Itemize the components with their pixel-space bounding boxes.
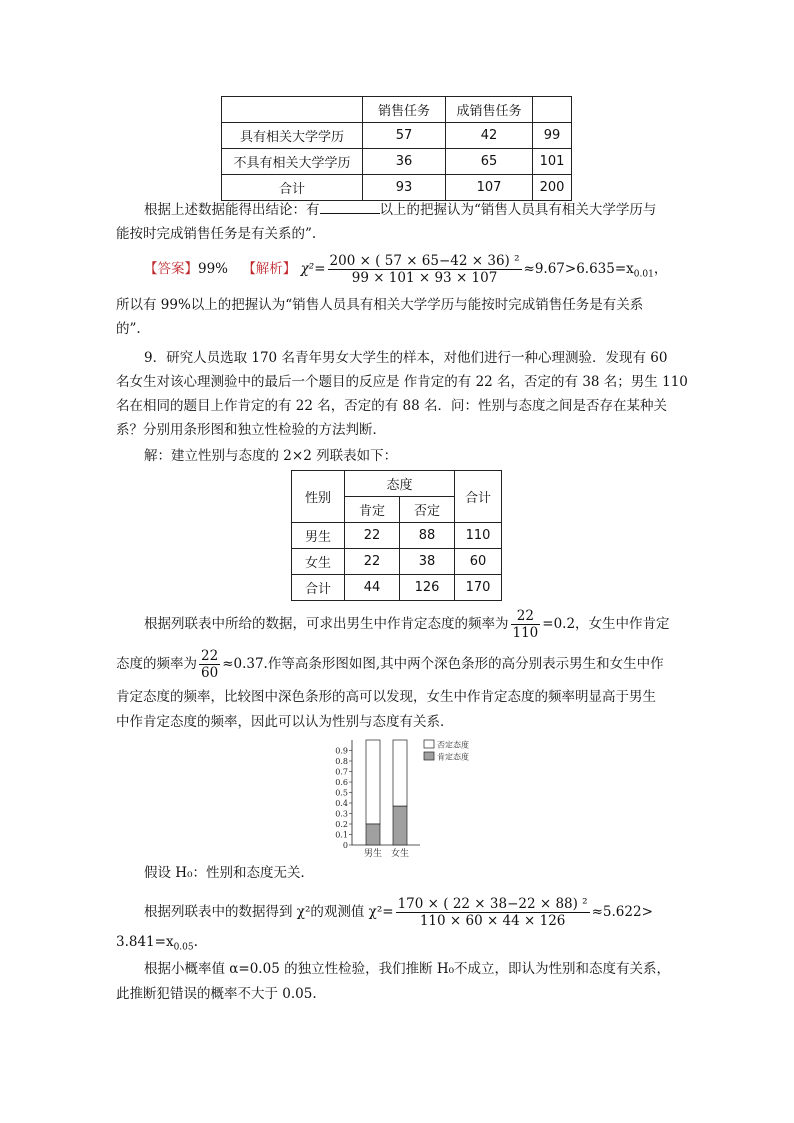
fraction-numerator: 200 × ( 57 × 65−42 × 36) ²	[329, 253, 520, 269]
conclusion-line: 根据小概率值 α=0.05 的独立性检验，我们推断 H₀不成立，即认为性别和态度有关系，	[144, 961, 671, 977]
table-cell: 42	[446, 123, 533, 149]
answer-blank	[320, 199, 380, 214]
table-cell: 36	[363, 149, 446, 175]
table-cell: 合计	[292, 575, 345, 601]
table-cell: 44	[345, 575, 400, 601]
conclusion-line-2: 此推断犯错误的概率不大于 0.05.	[116, 986, 317, 1002]
y-tick-label: 0.7	[335, 767, 348, 777]
table-row	[222, 149, 572, 175]
question-9-line: 9．研究人员选取 170 名青年男女大学生的样本，对他们进行一种心理测验．发现有 60	[144, 350, 668, 366]
text: ≈0.37.作等高条形图如图,其中两个深色条形的高分别表示男生和女生中作	[222, 656, 664, 672]
text: 3.841=x	[116, 934, 174, 950]
answer-line-2: 所以有 99%以上的把握认为“销售人员具有相关大学学历与能按时完成销售任务是有关系	[116, 297, 644, 313]
table-row	[222, 123, 572, 149]
table-row	[292, 575, 502, 601]
text: 以上的把握认为“销售人员具有相关大学学历与	[379, 202, 657, 218]
paragraph-conclusion	[144, 199, 656, 221]
table-cell: 女生	[292, 549, 345, 575]
fraction-numerator: 22	[511, 608, 541, 625]
answer-line-3: 的”.	[116, 321, 141, 337]
fraction-denominator: 110	[512, 625, 539, 641]
table-row	[292, 549, 502, 575]
table-header-cell	[533, 97, 572, 123]
answer-tag: 【答案】	[144, 261, 198, 277]
y-tick-label: 0.8	[335, 757, 348, 766]
bar-negative	[366, 740, 380, 824]
paragraph-frequency-4: 中作肯定态度的频率，因此可以认为性别与态度有关系．	[116, 714, 454, 730]
table-header-cell: 态度	[345, 471, 455, 497]
table-cell: 具有相关大学学历	[222, 123, 363, 149]
table-header-cell	[222, 97, 363, 123]
text: 根据上述数据能得出结论：有	[144, 202, 320, 218]
answer-value: 99%	[198, 261, 229, 277]
chi-square-symbol: χ²=	[300, 261, 326, 277]
fraction-denominator: 99 × 101 × 93 × 107	[351, 270, 498, 286]
table-cell: 99	[533, 123, 572, 149]
x-tick-label: 男生	[363, 849, 383, 859]
table-cell: 65	[446, 149, 533, 175]
y-tick-label: 0.9	[335, 746, 348, 756]
bar-negative	[393, 740, 407, 806]
table-contingency	[291, 470, 502, 601]
y-tick-label: 0.6	[335, 778, 348, 787]
question-9-line: 系？分别用条形图和独立性检验的方法判断．	[116, 422, 386, 438]
table-header-cell: 性别	[292, 471, 345, 523]
paragraph-frequency-3: 肯定态度的频率，比较图中深色条形的高可以发现，女生中作肯定态度的频率明显高于男生	[116, 689, 656, 705]
paragraph-frequency	[144, 606, 670, 642]
table-cell: 200	[533, 175, 572, 201]
y-tick-label: 0.1	[335, 830, 348, 840]
table-cell: 170	[455, 575, 502, 601]
y-tick-label: 0.3	[335, 809, 348, 819]
y-tick-label: 0	[342, 841, 348, 850]
bar-positive	[393, 806, 407, 845]
fraction-denominator: 110 × 60 × 44 × 126	[419, 913, 566, 929]
text: ≈9.67>6.635=x	[523, 261, 634, 277]
text: =0.2，女生中作肯定	[542, 616, 670, 632]
fraction-denominator: 60	[201, 665, 219, 681]
fraction-numerator: 22	[201, 648, 219, 664]
table-cell: 38	[400, 549, 455, 575]
table-cell: 110	[455, 523, 502, 549]
paragraph-conclusion-cont: 能按时完成销售任务是有关系的”.	[116, 226, 317, 242]
chi-square-line	[144, 890, 653, 934]
stacked-bar-chart	[330, 735, 490, 860]
text: ≈5.622>	[591, 904, 653, 920]
legend-label: 肯定态度	[437, 752, 469, 762]
table-header-cell: 肯定	[345, 497, 400, 523]
solution-intro: 解：建立性别与态度的 2×2 列联表如下：	[144, 448, 398, 464]
subscript: 0.01	[633, 269, 654, 280]
paragraph-frequency-2	[116, 646, 664, 682]
hypothesis: 假设 H₀：性别和态度无关．	[144, 865, 314, 881]
fraction	[199, 648, 220, 681]
y-tick-label: 0.5	[335, 788, 348, 798]
analysis-tag: 【解析】	[242, 261, 297, 277]
table-cell: 93	[363, 175, 446, 201]
y-tick-label: 0.2	[335, 820, 348, 829]
table-sales	[221, 96, 572, 201]
subscript: 0.05	[173, 942, 194, 953]
question-9-line: 名女生对该心理测验中的最后一个题目的反应是 作肯定的有 22 名，否定的有 38 名；男生 110	[116, 374, 688, 390]
table-cell: 男生	[292, 523, 345, 549]
table-header-cell: 合计	[455, 471, 502, 523]
table-row	[222, 175, 572, 201]
legend-label: 否定态度	[437, 740, 469, 750]
table-cell: 57	[363, 123, 446, 149]
question-9-line: 名在相同的题目上作肯定的有 22 名，否定的有 88 名．问：性别与态度之间是否存在某种关	[116, 398, 668, 414]
fraction	[328, 253, 522, 286]
table-header-cell: 销售任务	[363, 97, 446, 123]
table-cell: 22	[345, 523, 400, 549]
table-header-cell: 成销售任务	[446, 97, 533, 123]
table-cell: 126	[400, 575, 455, 601]
legend-swatch	[424, 740, 434, 748]
text: 态度的频率为	[116, 656, 197, 672]
text: 根据列联表中的数据得到 χ²的观测值 χ²=	[144, 904, 394, 920]
text: .	[193, 934, 198, 950]
table-cell: 107	[446, 175, 533, 201]
table-cell: 合计	[222, 175, 363, 201]
bar-positive	[366, 824, 380, 845]
critical-value-line	[116, 931, 198, 959]
table-cell: 101	[533, 149, 572, 175]
table-cell: 不具有相关大学学历	[222, 149, 363, 175]
fraction	[396, 896, 590, 929]
table-cell: 60	[455, 549, 502, 575]
answer-line	[144, 252, 667, 292]
legend-swatch	[424, 752, 434, 760]
x-tick-label: 女生	[390, 849, 410, 859]
text: ，	[653, 261, 668, 277]
y-tick-label: 0.4	[335, 799, 348, 808]
table-header-cell: 否定	[400, 497, 455, 523]
fraction	[511, 608, 541, 641]
table-row	[292, 523, 502, 549]
fraction-numerator: 170 × ( 22 × 38−22 × 88) ²	[397, 896, 588, 912]
table-cell: 88	[400, 523, 455, 549]
text: 根据列联表中所给的数据，可求出男生中作肯定态度的频率为	[144, 616, 509, 632]
table-cell: 22	[345, 549, 400, 575]
